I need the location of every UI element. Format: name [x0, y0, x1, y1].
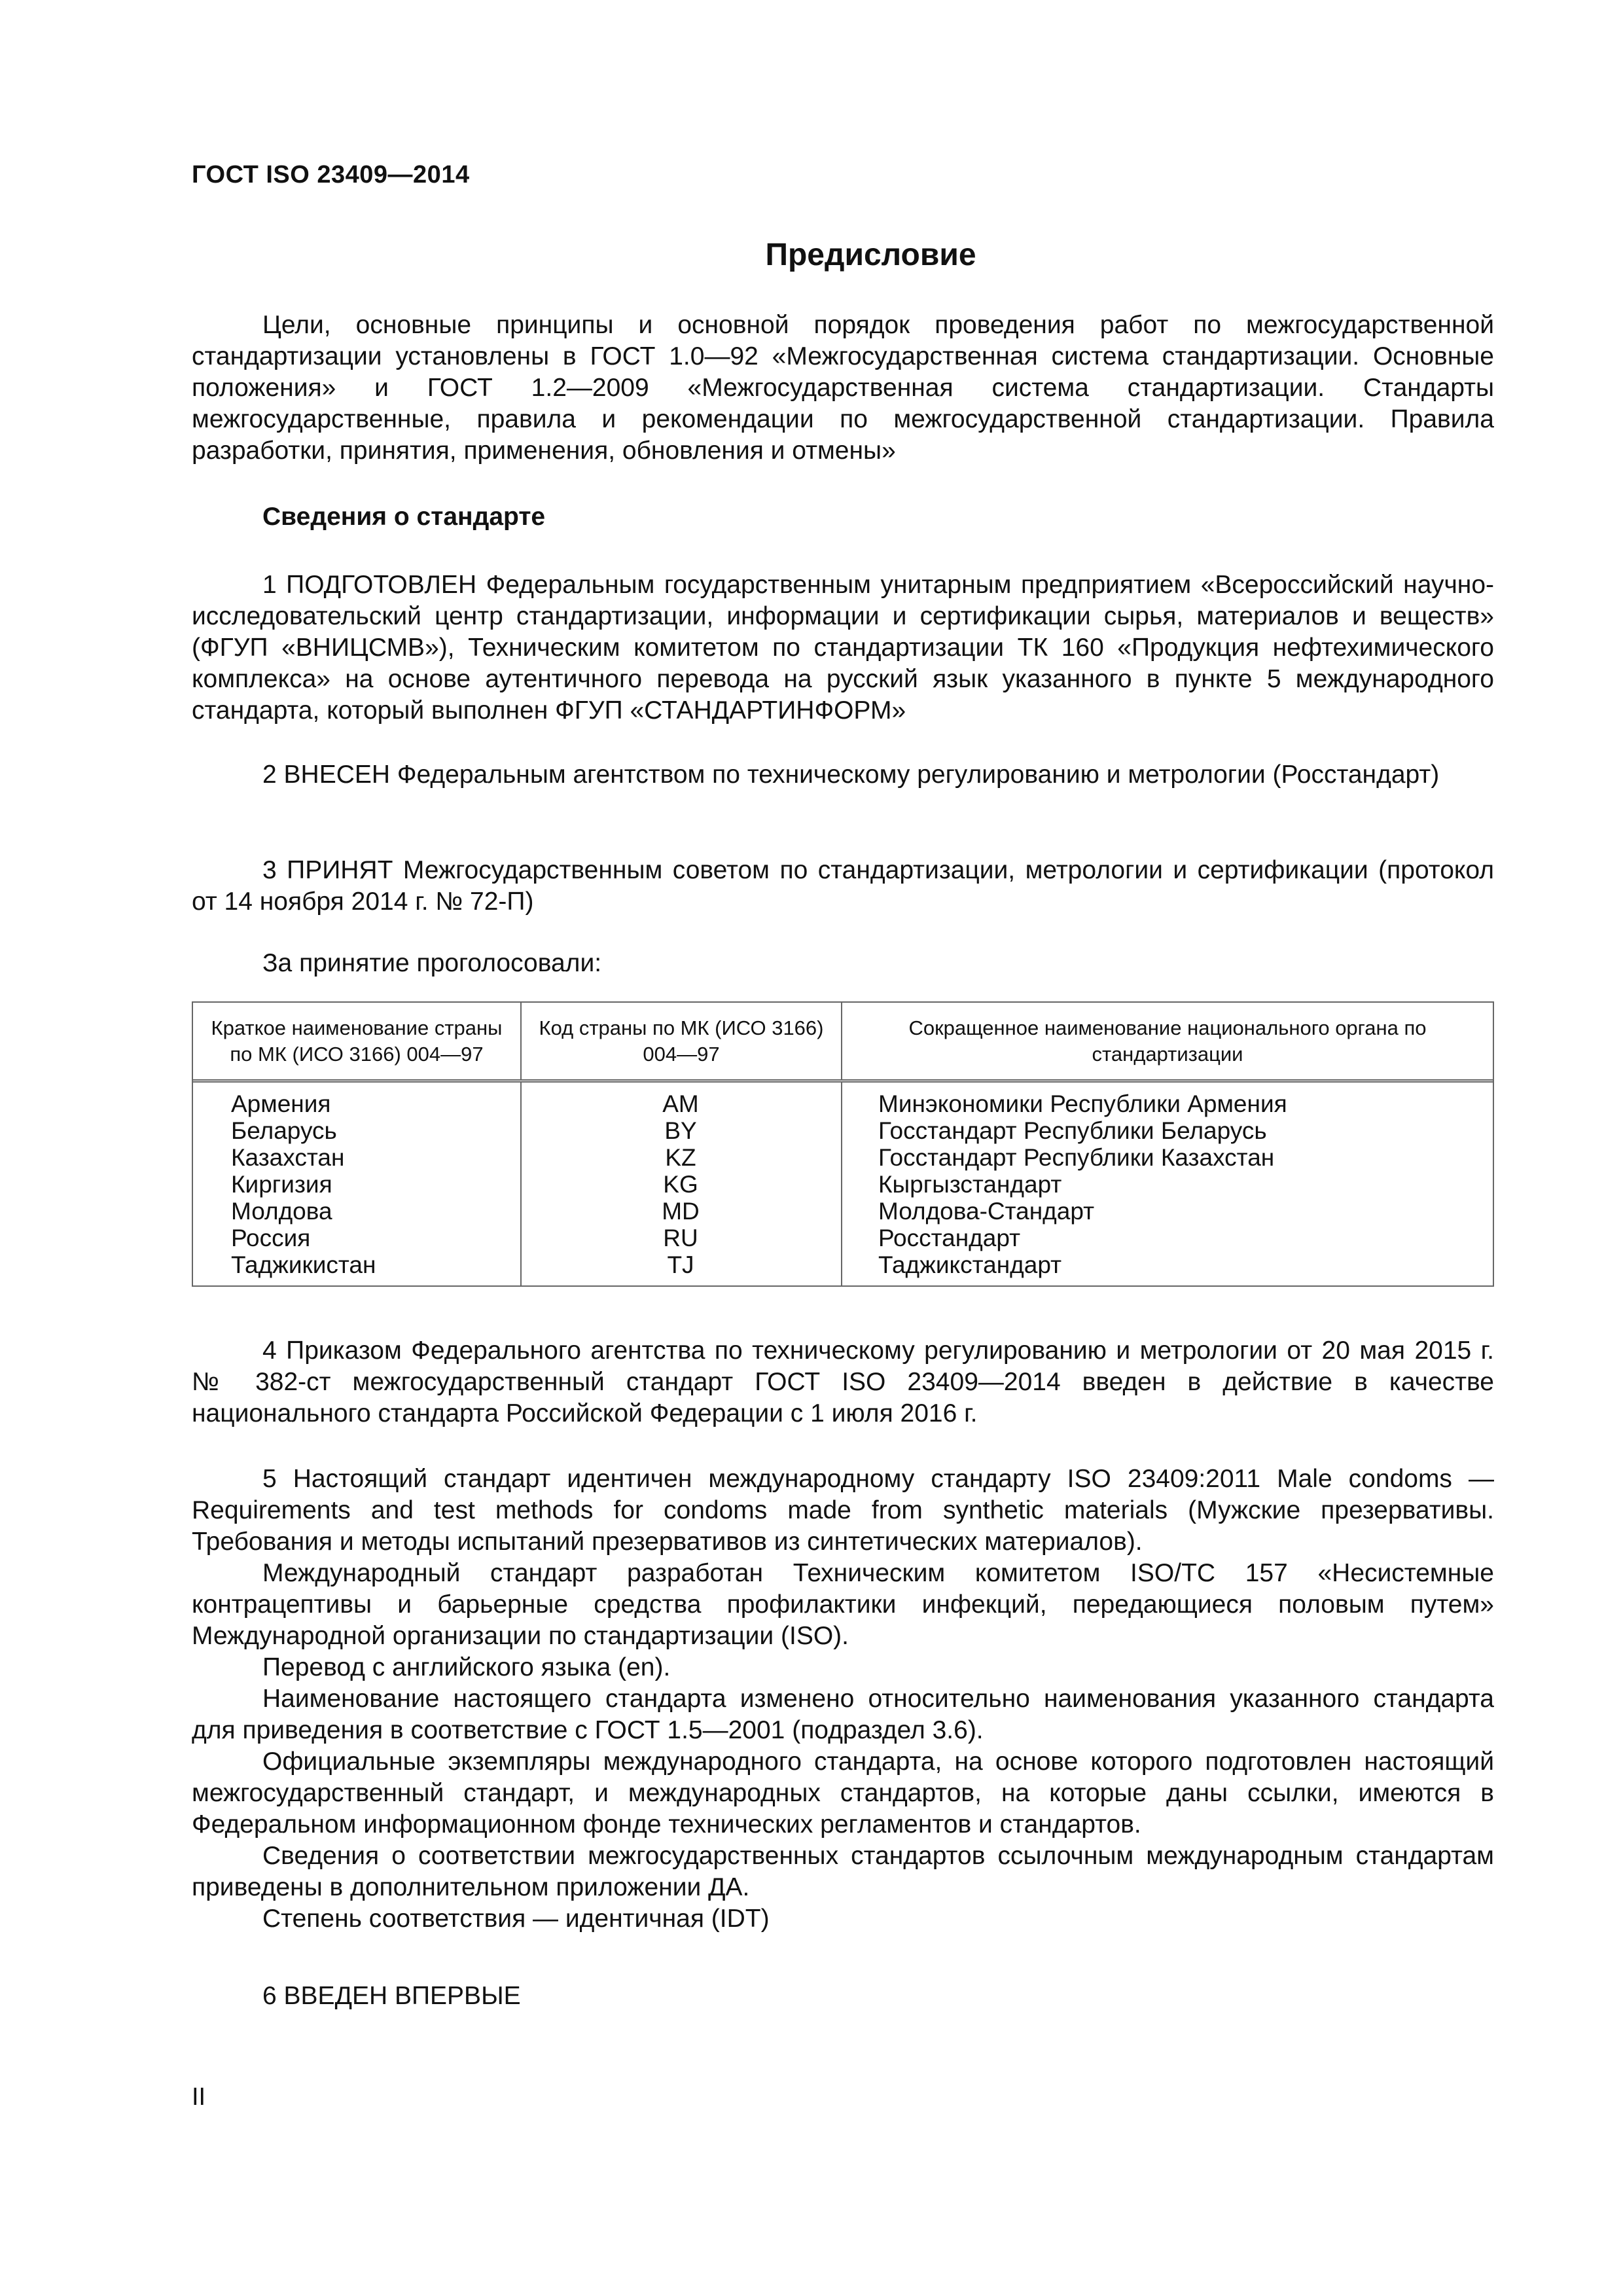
national-body: Минэкономики Республики Армения: [878, 1090, 1287, 1117]
national-body: Молдова-Стандарт: [878, 1198, 1095, 1225]
voting-table: [192, 1001, 1494, 1287]
item-5-translation: Перевод с английского языка (en).: [262, 1653, 671, 1681]
voting-table-header: [193, 1003, 1493, 1083]
country-name: Киргизия: [231, 1171, 332, 1198]
item-1-text: 1 ПОДГОТОВЛЕН Федеральным государственным унитарным предприятием «Всероссийский научно-исследовательский центр стандартизации, информации и сертификации сырья, материалов и веществ» (ФГУП «ВНИЦСМВ»), Техническим комитетом по стандартизации ТК 160 «Продукция нефтехимического комплекса» на основе аутентичного перевода на русский язык указанного в пункте 5 международного стандарта, который выполнен ФГУП «СТАНДАРТИНФОРМ»: [192, 571, 1494, 725]
voting-table-rows: [193, 1090, 1493, 1278]
country-name: Беларусь: [231, 1117, 337, 1144]
item-6-text: 6 ВВЕДЕН ВПЕРВЫЕ: [262, 1982, 521, 2010]
item-5-degree: Степень соответствия — идентичная (IDT): [262, 1905, 770, 1933]
intro-text: Цели, основные принципы и основной порядок проведения работ по межгосударственной стандартизации установлены в ГОСТ 1.0—92 «Межгосударственная система стандартизации. Основные положения» и ГОСТ 1.2—2009 «Межгосударственная система стандартизации. Стандарты межгосударственные, правила и рекомендации по межгосударственной стандартизации. Правила разработки, принятия, применения, обновления и отмены»: [192, 311, 1494, 465]
national-body: Госстандарт Республики Беларусь: [878, 1117, 1267, 1144]
country-code: MD: [662, 1198, 700, 1225]
country-name: Казахстан: [231, 1144, 345, 1171]
table-row: [193, 1225, 1493, 1251]
item-5-title-change: Наименование настоящего стандарта изменено относительно наименования указанного стандарта для приведения в соответствие с ГОСТ 1.5—2001 (подраздел 3.6).: [192, 1685, 1494, 1744]
voted-caption: За принятие проголосовали:: [262, 949, 602, 977]
table-row: [193, 1090, 1493, 1117]
item-5-text: 5 Настоящий стандарт идентичен международному стандарту ISO 23409:2011 Male condoms — Requirements and test methods for condoms made from synthetic materials (Мужские презервативы. Требования и методы испытаний презервативов из синтетических материалов).: [192, 1465, 1494, 1556]
country-name: Таджикистан: [231, 1251, 376, 1278]
country-code: AM: [662, 1090, 699, 1117]
info-heading: Сведения о стандарте: [262, 503, 546, 531]
country-code: KZ: [665, 1144, 696, 1171]
page-number: II: [192, 2083, 206, 2111]
item-5-correspondence: Сведения о соответствии межгосударственных стандартов ссылочным международным стандартам приведены в дополнительном приложении ДА.: [192, 1842, 1494, 1901]
item-5-committee: Международный стандарт разработан Техническим комитетом ISO/TC 157 «Несистемные контрацептивы и барьерные средства профилактики инфекций, передающиеся половым путем» Международной организации по стандартизации (ISO).: [192, 1559, 1494, 1650]
item-1: [192, 569, 1494, 726]
voting-table-body: [193, 1083, 1493, 1285]
table-row: [193, 1117, 1493, 1144]
item-5-official-copies: Официальные экземпляры международного стандарта, на основе которого подготовлен настоящий межгосударственный стандарт, и международных стандартов, на которые даны ссылки, имеются в Федеральном информационном фонде технических регламентов и стандартов.: [192, 1748, 1494, 1839]
item-3-text: 3 ПРИНЯТ Межгосударственным советом по стандартизации, метрологии и сертификации (протокол от 14 ноября 2014 г. № 72-П): [192, 856, 1494, 916]
item-4-text: 4 Приказом Федерального агентства по техническому регулированию и метрологии от 20 мая 2015 г. № 382-ст межгосударственный стандарт ГОСТ ISO 23409—2014 введен в действие в качестве национального стандарта Российской Федерации с 1 июля 2016 г.: [192, 1336, 1494, 1427]
intro-paragraph: [192, 310, 1494, 467]
header-country-code: Код страны по МК (ИСО 3166) 004—97: [520, 1003, 841, 1079]
item-5: [192, 1463, 1494, 1935]
item-4: [192, 1335, 1494, 1429]
item-2: [192, 759, 1494, 791]
table-row: [193, 1251, 1493, 1278]
country-code: TJ: [667, 1251, 694, 1278]
country-name: Молдова: [231, 1198, 332, 1225]
national-body: Кыргызстандарт: [878, 1171, 1062, 1198]
item-6: [192, 1981, 1494, 2012]
table-row: [193, 1198, 1493, 1225]
country-code: RU: [663, 1225, 698, 1251]
header-national-body: Сокращенное наименование национального органа по стандартизации: [841, 1003, 1493, 1079]
national-body: Росстандарт: [878, 1225, 1021, 1251]
page-title: Предисловие: [765, 238, 976, 272]
document-code: ГОСТ ISO 23409—2014: [192, 161, 470, 188]
item-2-text: 2 ВНЕСЕН Федеральным агентством по техническому регулированию и метрологии (Росстандарт): [262, 761, 1440, 789]
item-3: [192, 855, 1494, 918]
header-country-name: Краткое наименование страны по МК (ИСО 3166) 004—97: [211, 1016, 503, 1066]
national-body: Таджикстандарт: [878, 1251, 1062, 1278]
country-name: Армения: [231, 1090, 331, 1117]
national-body: Госстандарт Республики Казахстан: [878, 1144, 1275, 1171]
table-row: [193, 1171, 1493, 1198]
table-row: [193, 1144, 1493, 1171]
country-name: Россия: [231, 1225, 311, 1251]
country-code: BY: [664, 1117, 697, 1144]
country-code: KG: [663, 1171, 698, 1198]
